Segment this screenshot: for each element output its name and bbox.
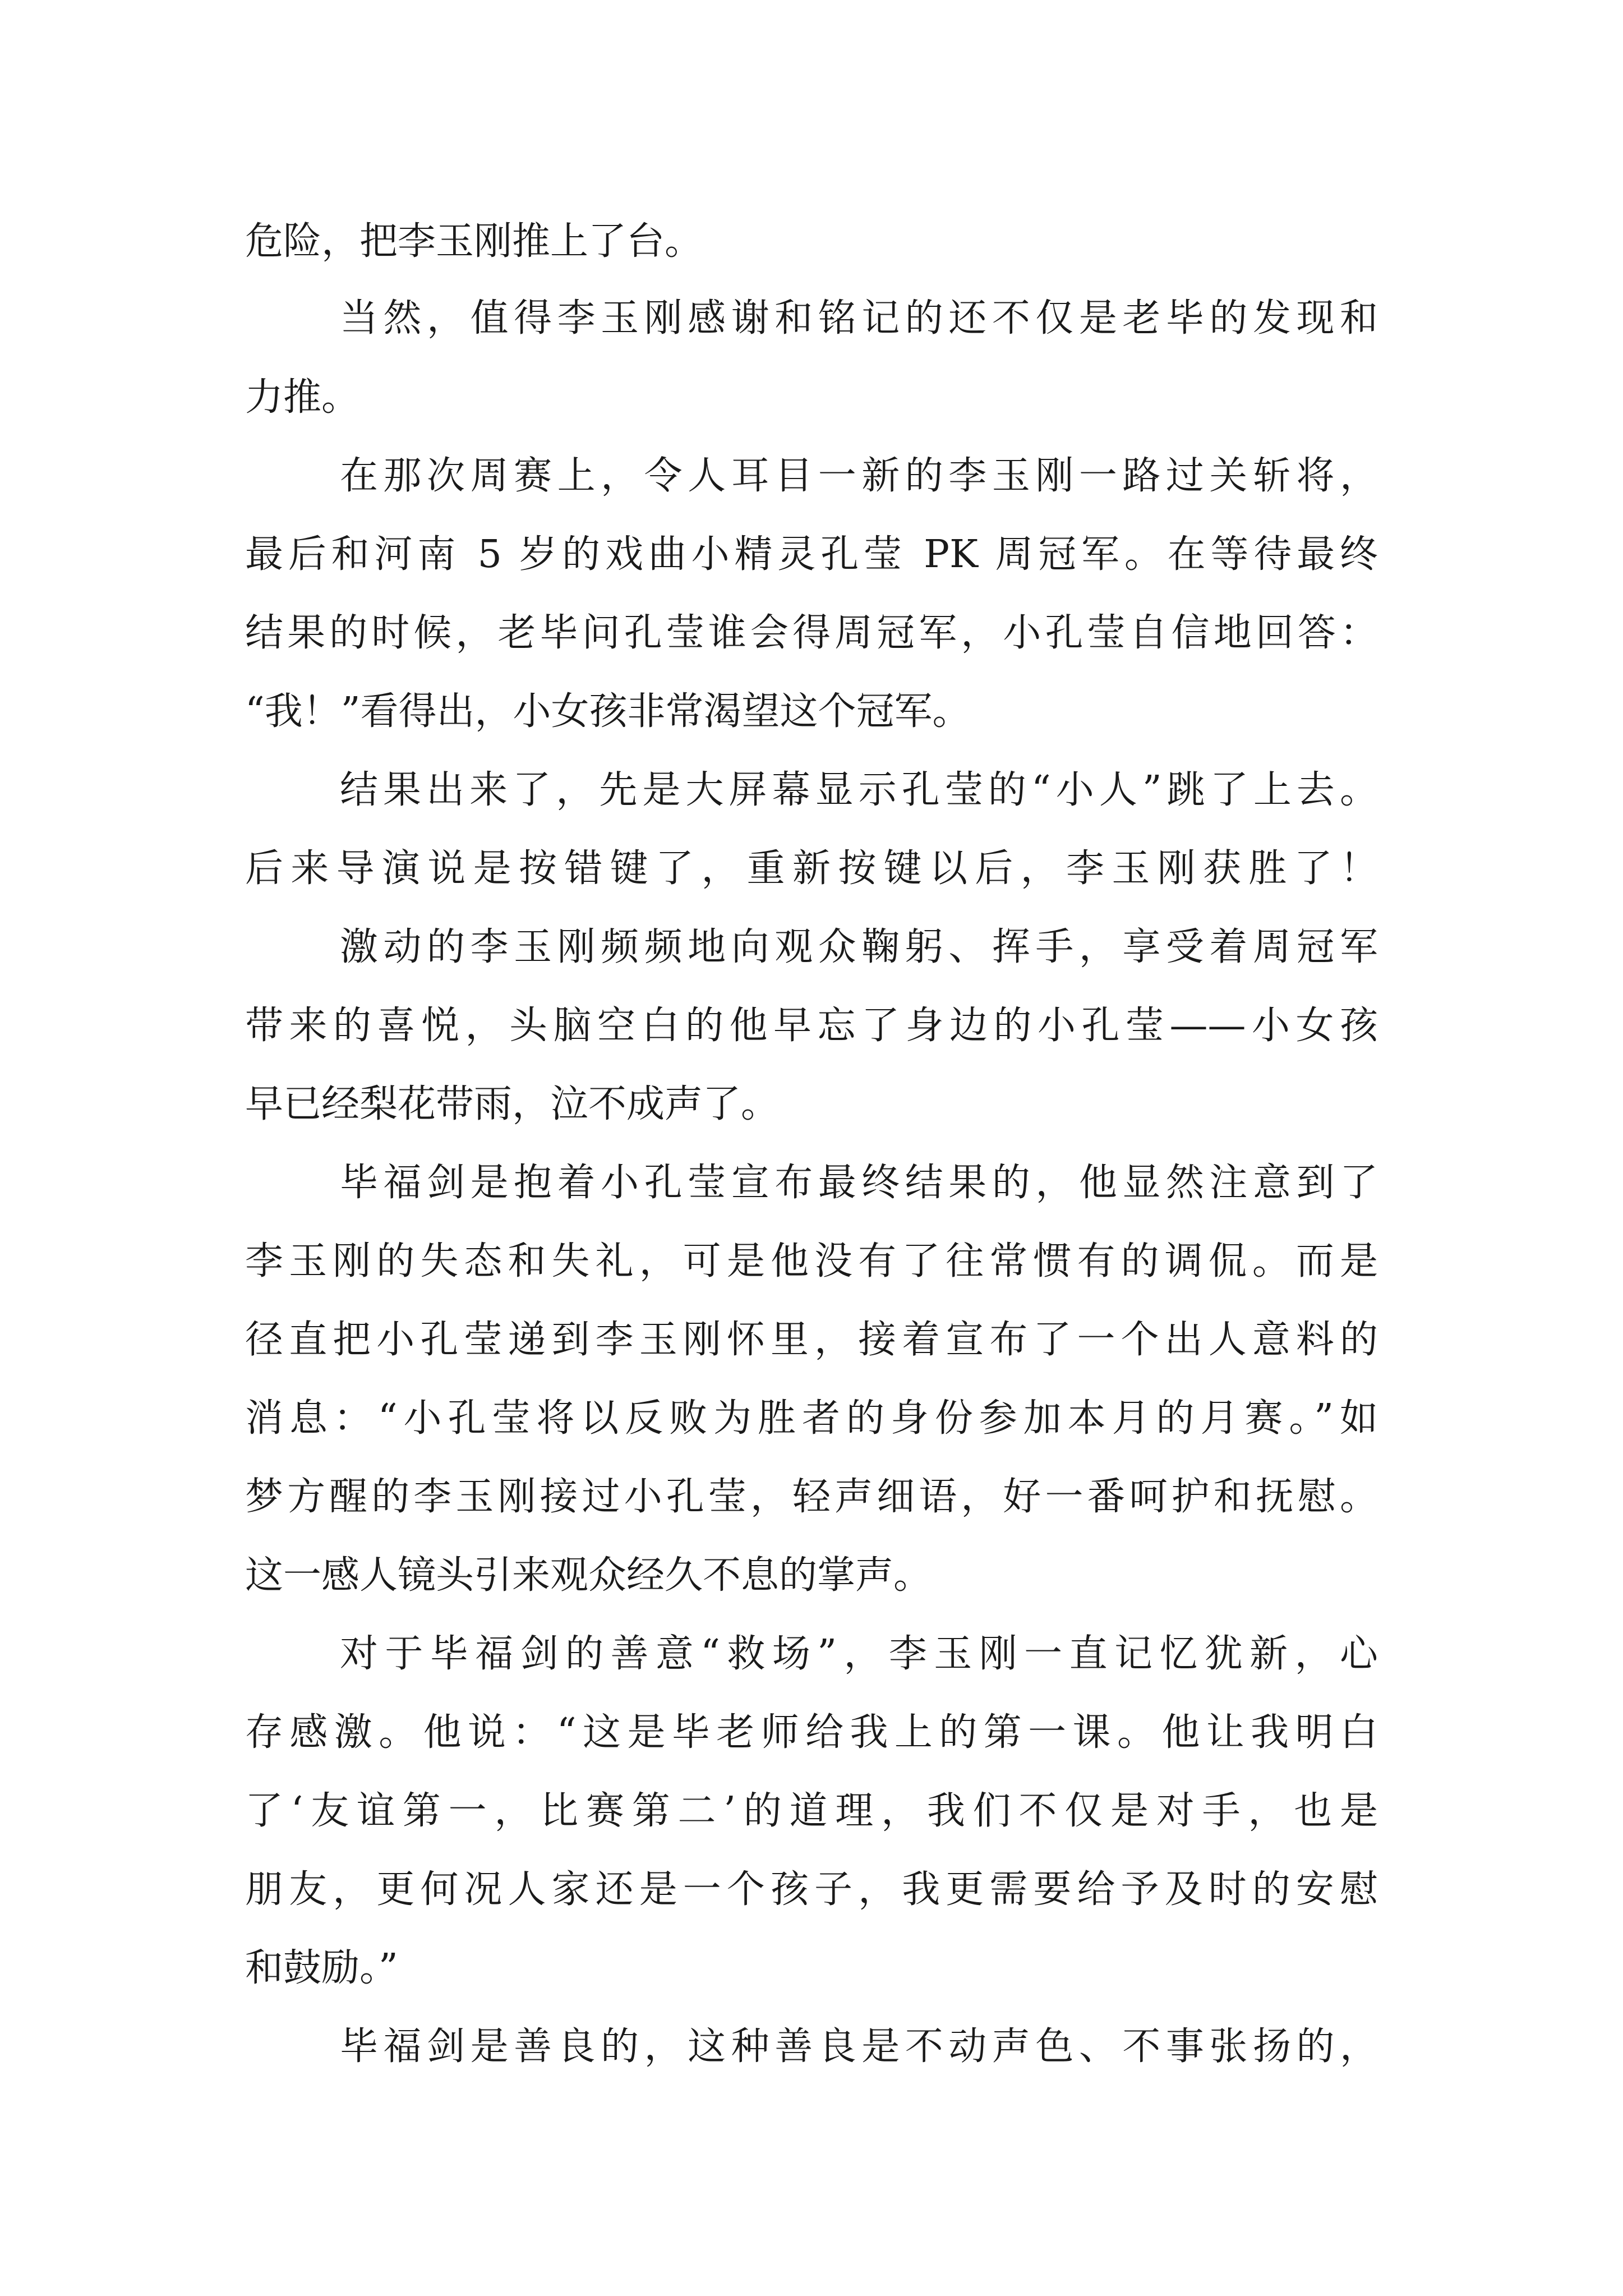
text-line-1: 危险，把李玉刚推上了台。 (245, 219, 703, 264)
text-line-22: 朋友，更何况人家还是一个孩子，我更需要给予及时的安慰 (245, 1867, 1378, 1912)
text-line-9: 后来导演说是按错键了，重新按键以后，李玉刚获胜了！ (245, 846, 1378, 891)
text-line-15: 径直把小孔莹递到李玉刚怀里，接着宣布了一个出人意料的 (245, 1318, 1378, 1362)
text-line-20: 存感激。他说：“这是毕老师给我上的第一课。他让我明白 (245, 1710, 1378, 1755)
text-line-7: “我！”看得出，小女孩非常渴望这个冠军。 (245, 689, 971, 734)
text-line-14: 李玉刚的失态和失礼，可是他没有了往常惯有的调侃。而是 (245, 1239, 1378, 1283)
text-line-23: 和鼓励。” (245, 1946, 398, 1990)
text-line-13: 毕福剑是抱着小孔莹宣布最终结果的，他显然注意到了 (340, 1161, 1378, 1205)
text-line-17: 梦方醒的李玉刚接过小孔莹，轻声细语，好一番呵护和抚慰。 (245, 1475, 1378, 1519)
text-line-6: 结果的时候，老毕问孔莹谁会得周冠军，小孔莹自信地回答： (245, 611, 1378, 655)
text-line-18: 这一感人镜头引来观众经久不息的掌声。 (245, 1553, 932, 1598)
text-line-3: 力推。 (245, 375, 360, 420)
text-line-19: 对于毕福剑的善意“救场”，李玉刚一直记忆犹新，心 (340, 1632, 1378, 1676)
text-line-16: 消息：“小孔莹将以反败为胜者的身份参加本月的月赛。”如 (245, 1396, 1378, 1441)
text-line-2: 当然，值得李玉刚感谢和铭记的还不仅是老毕的发现和 (340, 296, 1378, 341)
text-line-21: 了‘友谊第一，比赛第二’的道理，我们不仅是对手，也是 (245, 1789, 1378, 1833)
text-line-4: 在那次周赛上，令人耳目一新的李玉刚一路过关斩将， (340, 454, 1378, 498)
text-line-10: 激动的李玉刚频频地向观众鞠躬、挥手，享受着周冠军 (340, 925, 1378, 969)
text-line-11: 带来的喜悦，头脑空白的他早忘了身边的小孔莹——小女孩 (245, 1004, 1378, 1048)
text-line-5: 最后和河南 5 岁的戏曲小精灵孔莹 PK 周冠军。在等待最终 (245, 532, 1378, 577)
text-line-8: 结果出来了，先是大屏幕显示孔莹的“小人”跳了上去。 (340, 768, 1378, 812)
text-line-12: 早已经梨花带雨，泣不成声了。 (245, 1082, 780, 1126)
text-line-24: 毕福剑是善良的，这种善良是不动声色、不事张扬的， (340, 2024, 1378, 2069)
